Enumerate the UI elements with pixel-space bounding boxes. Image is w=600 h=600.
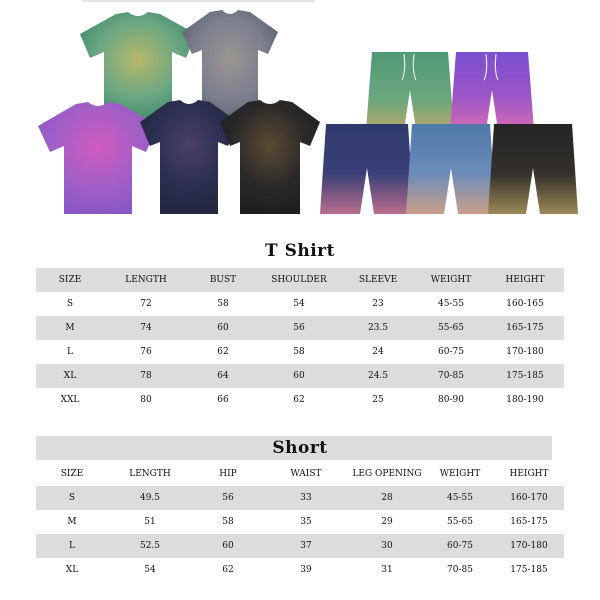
cell: 45-55 — [426, 486, 494, 510]
cell: 45-55 — [438, 299, 464, 309]
tshirt-chart-title: T Shirt — [265, 241, 335, 261]
cell: L — [67, 347, 73, 357]
cell: 80 — [140, 395, 152, 405]
cell: 24 — [372, 347, 384, 357]
cell: 52.5 — [108, 534, 192, 558]
cell: 165-175 — [510, 517, 548, 527]
cell: 76 — [140, 347, 152, 357]
table-row — [36, 364, 564, 388]
cell: 170-180 — [506, 347, 544, 357]
cell: 54 — [293, 299, 305, 309]
col-header-bust: BUST — [188, 268, 258, 292]
cell: 58 — [217, 299, 229, 309]
cell: 60 — [192, 534, 264, 558]
cell: 28 — [348, 486, 426, 510]
table-row — [36, 340, 564, 364]
short-chart-title: Short — [272, 438, 328, 458]
cell: 23.5 — [340, 316, 416, 340]
col-header-length: LENGTH — [129, 469, 171, 479]
cell: L — [36, 534, 108, 558]
tshirt-black-image — [218, 100, 322, 216]
cell: 70-85 — [416, 364, 486, 388]
table-row — [36, 292, 564, 316]
col-header-size: SIZE — [60, 469, 84, 479]
col-header-hip: HIP — [219, 469, 237, 479]
cell: 56 — [258, 316, 340, 340]
tshirt-header-row — [36, 268, 564, 292]
tshirt-size-table — [36, 268, 564, 412]
short-size-table — [36, 462, 564, 582]
cell: 58 — [293, 347, 305, 357]
cell: 33 — [264, 486, 348, 510]
cell: 70-85 — [447, 565, 473, 575]
table-row — [36, 534, 564, 558]
cell: 160-170 — [494, 486, 564, 510]
table-row — [36, 486, 564, 510]
cell: 72 — [140, 299, 152, 309]
cell: 60-75 — [438, 347, 464, 357]
cell: 66 — [217, 395, 229, 405]
cell: 49.5 — [108, 486, 192, 510]
cell: 25 — [372, 395, 384, 405]
cell: XL — [65, 565, 79, 575]
col-header-height: HEIGHT — [509, 469, 549, 479]
cell: 56 — [192, 486, 264, 510]
cell: 39 — [300, 565, 312, 575]
col-header-weight: WEIGHT — [416, 268, 486, 292]
short-green-image — [364, 50, 456, 132]
cell: 165-175 — [486, 316, 564, 340]
cell: 74 — [104, 316, 188, 340]
cell: M — [36, 316, 104, 340]
cell: 78 — [104, 364, 188, 388]
col-header-height: HEIGHT — [486, 268, 564, 292]
cell: 62 — [222, 565, 234, 575]
cell: S — [66, 299, 74, 309]
short-blue-image — [404, 122, 498, 216]
cell: M — [67, 517, 77, 527]
short-navy-image — [318, 122, 416, 216]
cell: 175-185 — [486, 364, 564, 388]
table-row — [36, 558, 564, 582]
cell: 62 — [293, 395, 305, 405]
cell: 31 — [381, 565, 393, 575]
cell: 35 — [300, 517, 312, 527]
cell: XL — [36, 364, 104, 388]
col-header-weight: WEIGHT — [439, 469, 481, 479]
col-header-sleeve: SLEEVE — [340, 268, 416, 292]
cell: 24.5 — [340, 364, 416, 388]
col-header-size: SIZE — [36, 268, 104, 292]
cell: 55-65 — [416, 316, 486, 340]
cell: 80-90 — [438, 395, 464, 405]
table-row — [36, 388, 564, 412]
cell: 55-65 — [447, 517, 473, 527]
col-header-length: LENGTH — [104, 268, 188, 292]
short-black-image — [486, 122, 580, 216]
short-header-row — [36, 462, 564, 486]
cell: 60 — [188, 316, 258, 340]
col-header-waist: WAIST — [290, 469, 322, 479]
cell: 60-75 — [426, 534, 494, 558]
cell: 60 — [258, 364, 340, 388]
cell: 58 — [222, 517, 234, 527]
cell: 54 — [144, 565, 156, 575]
cell: S — [36, 486, 108, 510]
cell: 62 — [217, 347, 229, 357]
cell: XXL — [60, 395, 80, 405]
short-purple-image — [448, 50, 536, 132]
cell: 51 — [144, 517, 156, 527]
cell: 170-180 — [494, 534, 564, 558]
top-divider — [82, 0, 315, 2]
cell: 37 — [264, 534, 348, 558]
cell: 23 — [372, 299, 384, 309]
cell: 180-190 — [506, 395, 544, 405]
col-header-leg-opening: LEG OPENING — [352, 469, 422, 479]
cell: 64 — [188, 364, 258, 388]
cell: 160-165 — [506, 299, 544, 309]
cell: 29 — [381, 517, 393, 527]
col-header-shoulder: SHOULDER — [258, 268, 340, 292]
cell: 30 — [348, 534, 426, 558]
table-row — [36, 510, 564, 534]
table-row — [36, 316, 564, 340]
cell: 175-185 — [510, 565, 548, 575]
